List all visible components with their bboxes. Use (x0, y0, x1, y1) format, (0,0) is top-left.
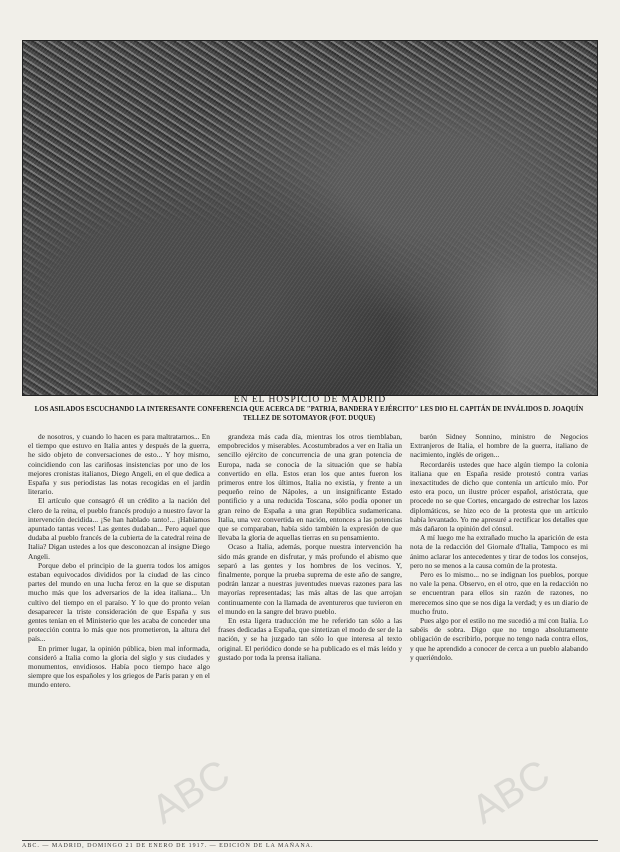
paragraph: grandeza más cada día, mientras los otros tiemblaban, empobrecidos y miserables. Acostumbrados a ver en Italia un sencillo ejército de concurrencia de una gran potencia de Europa, nada se conocía de la situación que se había convertido en ella. Estos eran los que antes fueron los primeros entre los últimos, Italia no existía, y frente a un pequeño reino de Nápoles, a un insignificante Estado pontificio y a una reducida Toscana, sólo podía oponer un gran reino de España a una gran República sudamericana. Italia, una vez convertida en nación, entonces a las potencias que se comparaban, había sido también la expresión de que llevaba la gloria de aquellas tierras en su pensamiento. (218, 432, 402, 543)
paragraph: de nosotros, y cuando lo hacen es para maltratarnos... En el tiempo que estuvo en Italia antes y después de la guerra, he sido objeto de conversaciones de esto... Y hoy mismo, coincidiendo con las cariñosas insistencias por uno de los mejores cronistas italianos, Diego Angeli, en el que dedica a España y sus periodistas las notas recogidas en el jardín literario. (28, 432, 210, 497)
paragraph: Ocaso a Italia, además, porque nuestra intervención ha sido más grande en disfrutar, y más profundo el abismo que separó a las gentes y los hombres de los vecinos. Y, finalmente, porque la prueba suprema de este año de sangre, podrán lanzar a nuestras juventudes nuevas razones para las mayorías representadas; las más altas de las que arrojan continuamente con la llamada de aventureros que tuvieron en el mundo en la sangre del bravo pueblo. (218, 542, 402, 616)
paragraph: Pues algo por el estilo no me sucedió a mí con Italia. Lo sabéis de sobra. Digo que no tengo absolutamente obligación de escribirlo, porque no tengo nada contra ellos, y que he aprendido a conocer de cerca a un pueblo alabando y queriéndolo. (410, 616, 588, 662)
paragraph: A mí luego me ha extrañado mucho la aparición de esta nota de la redacción del Giornale d'Italia, Tampoco es mi ánimo aclarar los antecedentes y tirar de todos los consejos, pero no se menos a la causa común de la protesta. (410, 533, 588, 570)
paragraph: Porque debo el principio de la guerra todos los amigos estaban equivocados divididos por la ciudad de las cinco partes del mundo en una lucha feroz en la que se disputan mucho más que los adversarios de la idea italiana... Un cultivo del tiempo en el paraíso. Y lo que do pronto veían desaparecer la triste consideración de que España y sus gentes tenían en el Ministerio que les acaba de conceder una protección contra lo más que nos prometieron, la altura del país... (28, 560, 210, 644)
article-column-2 (218, 432, 402, 840)
footer-rule (22, 840, 598, 841)
paragraph: Recordaréis ustedes que hace algún tiempo la colonia italiana que en España reside protestó contra varias inexactitudes de dicho que contenía un artículo mío. Por esto era poco, un ilustre prócer español, aristócrata, que procede no se que Cortes, encargado de estrechar los lazos diplomáticos, se hizo eco de la protesta que un artículo había levantado. Yo me apresuré a rectificar los detalles que más dañaron la opinión del cónsul. (410, 459, 588, 534)
paragraph: Pero es lo mismo... no se indignan los pueblos, porque no vale la pena. Observo, en el otro, que en la redacción no se encuentran para ellos sin razón de razones, no merecemos sino que se nos diga la verdad; y es un diario de mucho fruto. (410, 570, 588, 616)
caption-text: LOS ASILADOS ESCUCHANDO LA INTERESANTE CONFERENCIA QUE ACERCA DE "PATRIA, BANDERA Y EJÉRCITO" LES DIO EL CAPITÁN DE INVÁLIDOS D. JOAQUÍN TELLEZ DE SOTOMAYOR (FOT. DUQUE) (34, 406, 584, 422)
paragraph: En primer lugar, la opinión pública, bien mal informada, consideró a Italia como la gloria del siglo y sus ciudades y monumentos, envidiosos. Había poco tiempo hace algo siempre que los españoles y los griegos de Paris paran y en el mundo entero. (28, 643, 210, 690)
hospice-photograph (22, 40, 598, 396)
paragraph: En esta ligera traducción me he referido tan sólo a las frases dedicadas a España, que sintetizan el modo de ser de la nación, y se ha juzgado tan sólo lo que interesa al texto original. El periódico donde se ha publicado es el más leído y gustado por toda la prensa italiana. (218, 616, 402, 662)
caption-title: EN EL HOSPICIO DE MADRID (233, 395, 387, 405)
abc-watermark: ABC (464, 751, 558, 833)
paragraph: barón Sidney Sonnino, ministro de Negocios Extranjeros de Italia, el hombre de la guerra, italiano de nacimiento, inglés de origen... (410, 432, 588, 460)
abc-watermark: ABC (144, 751, 238, 833)
paragraph: El artículo que consagró él un crédito a la nación del clero de la reina, el pueblo francés produjo a nuestro favor la intervención decidida... ¡Se han hablado tanto!... ¡Habíamos apuntado tantas veces! Las gentes dudaban... Pero aquel que dudaba al pueblo francés de la cubierta de la catedral reina de Italia? Digan ustedes a los que desconozcan al insigne Diego Angeli. (28, 496, 210, 561)
page-footer: ABC. — MADRID, DOMINGO 21 DE ENERO DE 1917. — EDICIÓN DE LA MAÑANA. (22, 843, 314, 849)
